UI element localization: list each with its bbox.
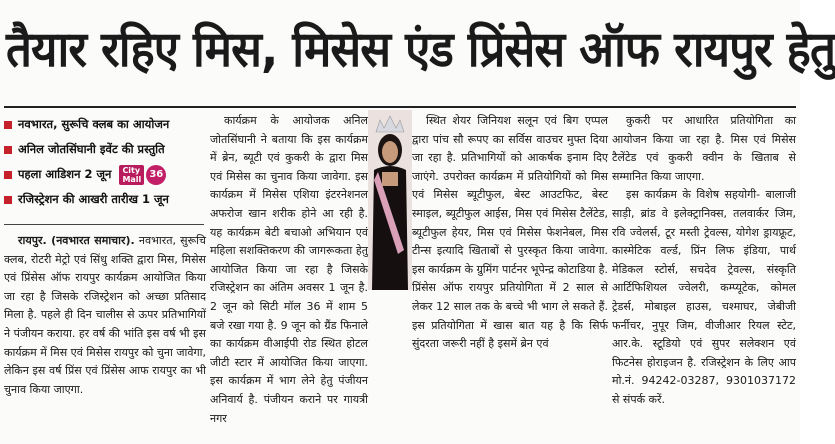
contestant-photo — [368, 110, 412, 290]
article-text: नवभारत, सुरूचि क्लब, रोटरी मेट्रो एवं सिंधु शक्ति द्वारा मिस, मिसेस एवं प्रिंसेस ऑफ रायपुर कार्यक्रम आयोजित किया जा रहा है जिसके रजिस्ट्रेशन को अच्छा प्रतिसाद मिला है. पहले ही दिन चालीस से ऊपर प्रतिभागियों ने पंजीयन कराया. हर वर्ष की भांति इस वर्ष भी इस कार्यक्रम में मिस एवं मिसेस रायपुर को चुना जावेगा, लेकिन इस वर्ष प्रिंस एवं प्रिंसेस आफ रायपुर का भी चुनाव किया जाएगा. — [4, 234, 206, 396]
article-column-3 — [412, 112, 608, 354]
highlight-text: रजिस्ट्रेशन की आखरी तारीख 1 जून — [18, 192, 169, 206]
highlight-text: अनिल जोतसिंघानी इवेंट की प्रस्तुति — [18, 142, 165, 156]
highlight-item — [4, 137, 204, 162]
highlight-text: नवभारत, सुरूचि क्लब का आयोजन — [18, 117, 170, 131]
square-bullet-icon — [4, 146, 12, 154]
logo-number: 36 — [146, 165, 166, 185]
article-text: इस कार्यक्रम के विशेष सहयोगी- बालाजी साड़ी, ब्रांड वे इलेक्ट्रानिक्स, तलवार्कर जिम, रवि ज्वेलर्स, टूर मस्ती ट्रेवल्स, योगेश ड्रायफ्रूट, कास्मेटिक वर्ल्ड, प्रिंन लिफ इंडिया, पार्थ मेडिकल स्टोर्स, सचदेव ट्रेवल्स, संस्कृति आर्टिफिशियल ज्वेलरी, कम्प्यूटेक, कोमल ट्रेडर्स, मोबाइल हाउस, चश्माघर, जेबीजी फर्नीचर, नुपूर जिम, वीजीआर रियल स्टेट, आर.के. स्टूडियो एवं सुपर सलेक्शन एवं फिटनेस होराइजन है. रजिस्ट्रेशन के लिए आप मो.नं. 94242-03287, 9301037172 से संपर्क करें. — [612, 188, 796, 406]
highlight-item — [4, 112, 204, 137]
square-bullet-icon — [4, 121, 12, 129]
highlight-text: पहला आडिशन 2 जून — [18, 167, 112, 181]
article-text: स्थित शेयर जिनियश सलून एवं बिग एप्पल द्वारा पांच सौ रूपए का सर्विस वाउचर मुफ्त दिया जा रहा है. प्रतिभागियों को आकर्षक इनाम दिए जाएंगे. उपरोक्त कार्यक्रम में प्रतियोगियों को मिस एवं मिसेस ब्यूटीफुल, बेस्ट आउटफिट, बेस्ट स्माइल, ब्यूटीफुल आईस, मिस एवं मिसेस टैलेंटेड, ब्यूटीफुल हेयर, मिस एवं मिसेस फेशनेबल, मिस टीन्स इत्यादि खिताबों से पुरस्कृत किया जावेगा. इस कार्यक्रम के ग्रुमिंग पार्टनर भूपेन्द्र कोटाडिया है. प्रिंसेस ऑफ रायपुर प्रतियोगिता में 2 साल से लेकर 12 साल तक के बच्चे भी भाग ले सकते हैं. इस प्रतियोगिता में खास बात यह है कि सिर्फ सुंदरता जरूरी नहीं है इसमें ब्रेन एवं — [412, 114, 608, 351]
headline: तैयार रहिए मिस, मिसेस एंड प्रिंसेस ऑफ रायपुर हेतु — [6, 21, 835, 78]
article-column-4 — [612, 112, 796, 410]
highlight-item — [4, 162, 204, 187]
square-bullet-icon — [4, 196, 12, 204]
highlights-rule — [4, 224, 204, 225]
article-text: कार्यक्रम के आयोजक अनिल जोतसिंघानी ने बताया कि इस कार्यक्रम में ब्रेन, ब्यूटी एवं कुकरी के द्वारा मिस एवं मिसेस का चुनाव किया जावेगा. इस कार्यक्रम में मिसेस एशिया इंटरनेशनल अफरोज खान शरीक होने आ रही है. यह कार्यक्रम बेटी बचाओ अभियान एवं महिला सशक्तिकरण की जागरूकता हेतु आयोजित किया जा रहा है जिसके रजिस्ट्रेशन का अंतिम अवसर 1 जून है. 2 जून को सिटी मॉल 36 में शाम 5 बजे रखा गया है. 9 जून को ग्रैंड फिनाले का कार्यक्रम वीआईपी रोड स्थित होटल जीटी स्टार में आयोजित किया जाएगा. इस कार्यक्रम में भाग लेने हेतु पंजीयन अनिवार्य है. पंजीयन कराने पर गायत्री नगर — [210, 114, 368, 425]
square-bullet-icon — [4, 171, 12, 179]
highlight-item — [4, 187, 204, 212]
dateline: रायपुर. (नवभारत समाचार). — [18, 234, 135, 247]
headline-rule — [4, 106, 796, 108]
article-text: कुकरी पर आधारित प्रतियोगिता का आयोजन किया जा रहा है. मिस एवं मिसेस टैलेंटेड एवं कुकरी क्वीन के खिताब से सम्मानित किया जाएगा. — [612, 114, 796, 183]
highlights-box — [4, 112, 204, 212]
portrait-illustration — [368, 110, 412, 290]
logo-text: City Mall — [119, 165, 144, 185]
city-mall-logo — [119, 165, 166, 185]
article-column-1 — [4, 232, 206, 399]
article-column-2 — [210, 112, 368, 428]
